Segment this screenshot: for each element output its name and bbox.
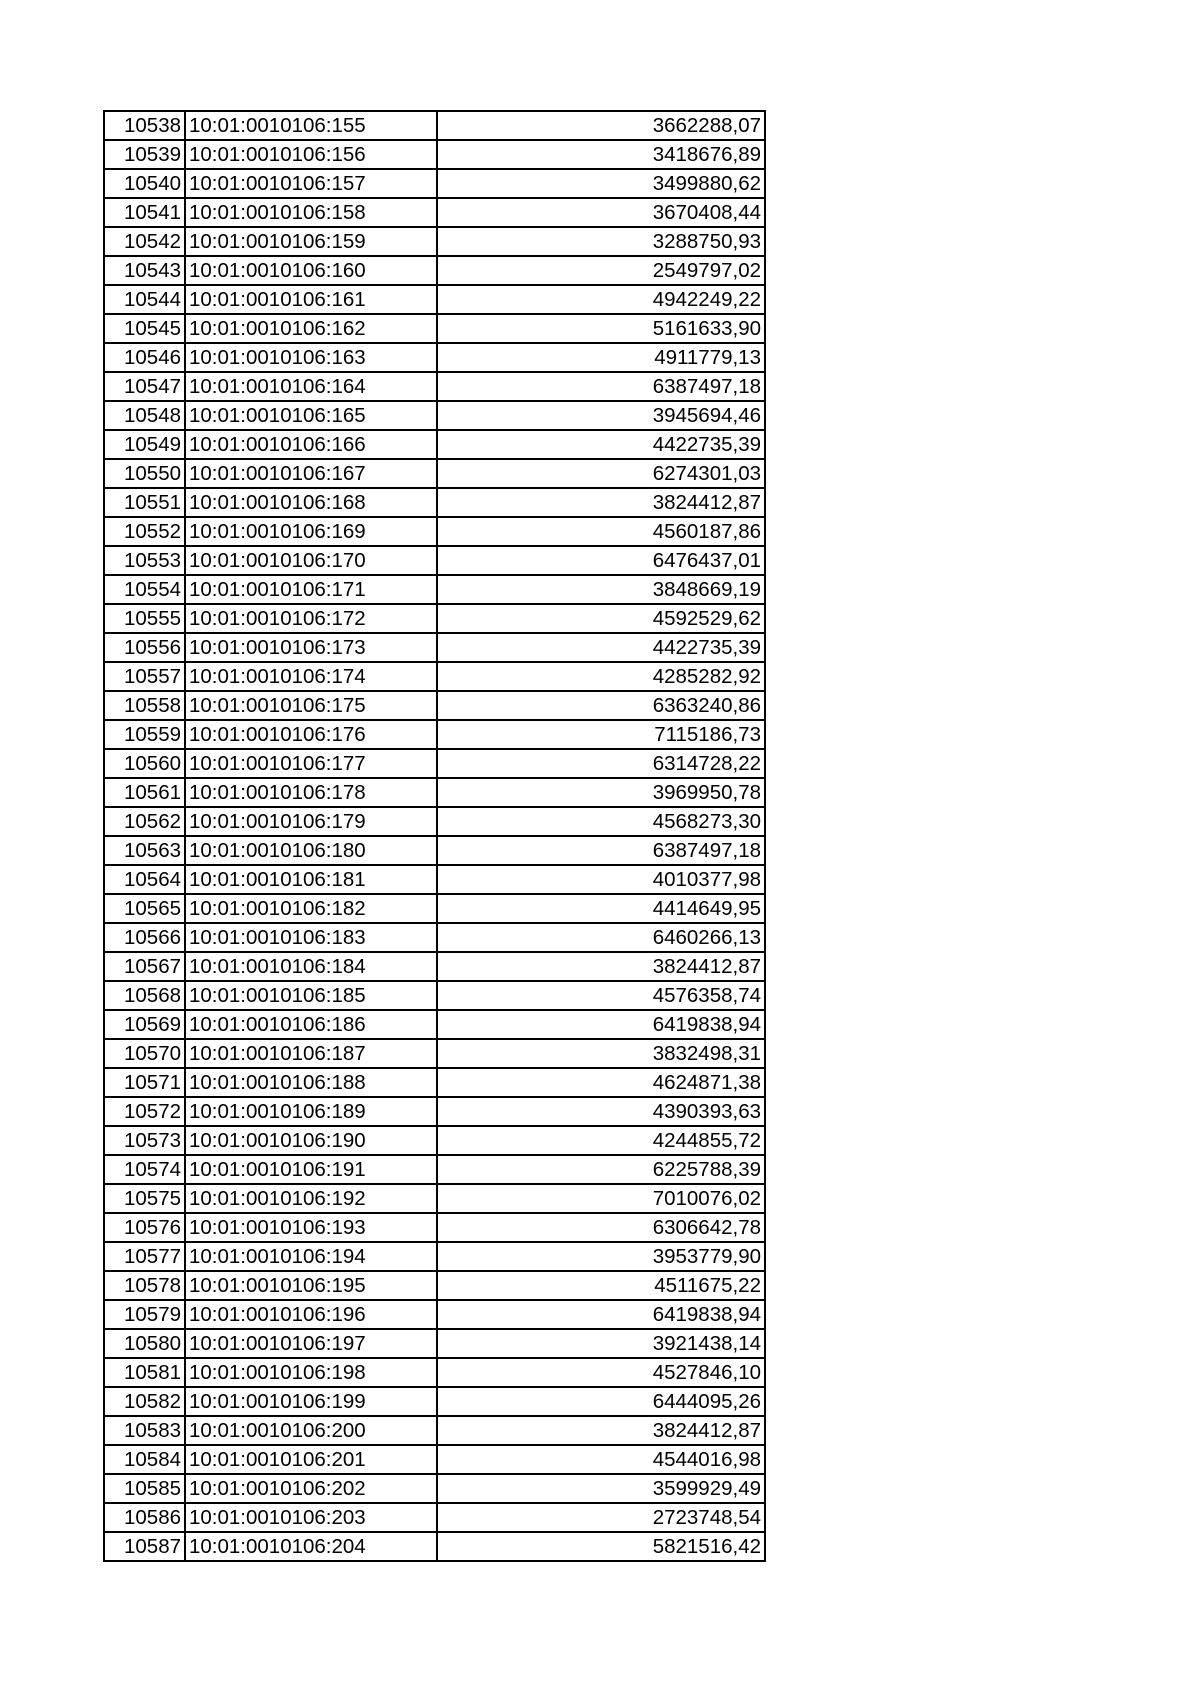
table-row — [104, 1126, 765, 1155]
cadastral-number-cell: 10:01:0010106:155 — [185, 111, 437, 140]
cadastral-value-cell: 3945694,46 — [437, 401, 765, 430]
row-number-cell: 10555 — [104, 604, 185, 633]
table-row — [104, 1242, 765, 1271]
table-row — [104, 401, 765, 430]
cadastral-number-cell: 10:01:0010106:166 — [185, 430, 437, 459]
table-row — [104, 1039, 765, 1068]
cadastral-value-cell: 6314728,22 — [437, 749, 765, 778]
row-number-cell: 10577 — [104, 1242, 185, 1271]
cadastral-number-cell: 10:01:0010106:162 — [185, 314, 437, 343]
cadastral-value-cell: 6387497,18 — [437, 372, 765, 401]
row-number-cell: 10584 — [104, 1445, 185, 1474]
row-number-cell: 10550 — [104, 459, 185, 488]
cadastral-value-cell: 4390393,63 — [437, 1097, 765, 1126]
table-body — [104, 111, 765, 1561]
table-row — [104, 546, 765, 575]
cadastral-value-cell: 4560187,86 — [437, 517, 765, 546]
row-number-cell: 10583 — [104, 1416, 185, 1445]
cadastral-number-cell: 10:01:0010106:177 — [185, 749, 437, 778]
row-number-cell: 10545 — [104, 314, 185, 343]
cadastral-number-cell: 10:01:0010106:186 — [185, 1010, 437, 1039]
table-row — [104, 1532, 765, 1561]
table-row — [104, 604, 765, 633]
table-row — [104, 140, 765, 169]
cadastral-number-cell: 10:01:0010106:161 — [185, 285, 437, 314]
table-row — [104, 227, 765, 256]
cadastral-value-cell: 6476437,01 — [437, 546, 765, 575]
table-row — [104, 256, 765, 285]
cadastral-value-cell: 6419838,94 — [437, 1300, 765, 1329]
table-row — [104, 749, 765, 778]
cadastral-value-cell: 6274301,03 — [437, 459, 765, 488]
table-row — [104, 1300, 765, 1329]
row-number-cell: 10562 — [104, 807, 185, 836]
cadastral-number-cell: 10:01:0010106:170 — [185, 546, 437, 575]
row-number-cell: 10586 — [104, 1503, 185, 1532]
table-row — [104, 807, 765, 836]
table-row — [104, 1097, 765, 1126]
table-row — [104, 198, 765, 227]
cadastral-number-cell: 10:01:0010106:165 — [185, 401, 437, 430]
cadastral-number-cell: 10:01:0010106:184 — [185, 952, 437, 981]
row-number-cell: 10563 — [104, 836, 185, 865]
cadastral-number-cell: 10:01:0010106:197 — [185, 1329, 437, 1358]
cadastral-number-cell: 10:01:0010106:199 — [185, 1387, 437, 1416]
cadastral-value-table — [103, 110, 766, 1562]
table-row — [104, 488, 765, 517]
table-row — [104, 1329, 765, 1358]
cadastral-number-cell: 10:01:0010106:193 — [185, 1213, 437, 1242]
row-number-cell: 10585 — [104, 1474, 185, 1503]
cadastral-value-cell: 6419838,94 — [437, 1010, 765, 1039]
table-row — [104, 169, 765, 198]
cadastral-number-cell: 10:01:0010106:202 — [185, 1474, 437, 1503]
cadastral-value-cell: 5161633,90 — [437, 314, 765, 343]
row-number-cell: 10547 — [104, 372, 185, 401]
row-number-cell: 10572 — [104, 1097, 185, 1126]
row-number-cell: 10540 — [104, 169, 185, 198]
row-number-cell: 10543 — [104, 256, 185, 285]
cadastral-value-cell: 5821516,42 — [437, 1532, 765, 1561]
row-number-cell: 10546 — [104, 343, 185, 372]
cadastral-number-cell: 10:01:0010106:181 — [185, 865, 437, 894]
table-row — [104, 1445, 765, 1474]
row-number-cell: 10552 — [104, 517, 185, 546]
cadastral-number-cell: 10:01:0010106:190 — [185, 1126, 437, 1155]
cadastral-number-cell: 10:01:0010106:201 — [185, 1445, 437, 1474]
cadastral-number-cell: 10:01:0010106:173 — [185, 633, 437, 662]
table-row — [104, 865, 765, 894]
row-number-cell: 10567 — [104, 952, 185, 981]
table-row — [104, 459, 765, 488]
cadastral-value-cell: 3824412,87 — [437, 488, 765, 517]
table-row — [104, 633, 765, 662]
cadastral-number-cell: 10:01:0010106:187 — [185, 1039, 437, 1068]
cadastral-number-cell: 10:01:0010106:160 — [185, 256, 437, 285]
table-row — [104, 1068, 765, 1097]
row-number-cell: 10569 — [104, 1010, 185, 1039]
row-number-cell: 10579 — [104, 1300, 185, 1329]
cadastral-number-cell: 10:01:0010106:180 — [185, 836, 437, 865]
row-number-cell: 10541 — [104, 198, 185, 227]
cadastral-number-cell: 10:01:0010106:198 — [185, 1358, 437, 1387]
cadastral-number-cell: 10:01:0010106:169 — [185, 517, 437, 546]
cadastral-value-cell: 3969950,78 — [437, 778, 765, 807]
cadastral-value-cell: 3670408,44 — [437, 198, 765, 227]
table-row — [104, 1503, 765, 1532]
cadastral-number-cell: 10:01:0010106:188 — [185, 1068, 437, 1097]
cadastral-value-cell: 4527846,10 — [437, 1358, 765, 1387]
row-number-cell: 10549 — [104, 430, 185, 459]
cadastral-value-cell: 4592529,62 — [437, 604, 765, 633]
cadastral-number-cell: 10:01:0010106:171 — [185, 575, 437, 604]
table-row — [104, 923, 765, 952]
row-number-cell: 10571 — [104, 1068, 185, 1097]
cadastral-number-cell: 10:01:0010106:200 — [185, 1416, 437, 1445]
row-number-cell: 10544 — [104, 285, 185, 314]
cadastral-number-cell: 10:01:0010106:158 — [185, 198, 437, 227]
cadastral-number-cell: 10:01:0010106:163 — [185, 343, 437, 372]
cadastral-number-cell: 10:01:0010106:168 — [185, 488, 437, 517]
table-row — [104, 952, 765, 981]
cadastral-value-cell: 3824412,87 — [437, 1416, 765, 1445]
row-number-cell: 10538 — [104, 111, 185, 140]
table-row — [104, 575, 765, 604]
row-number-cell: 10575 — [104, 1184, 185, 1213]
cadastral-number-cell: 10:01:0010106:185 — [185, 981, 437, 1010]
cadastral-value-cell: 4511675,22 — [437, 1271, 765, 1300]
row-number-cell: 10573 — [104, 1126, 185, 1155]
cadastral-number-cell: 10:01:0010106:189 — [185, 1097, 437, 1126]
cadastral-number-cell: 10:01:0010106:172 — [185, 604, 437, 633]
table-row — [104, 372, 765, 401]
cadastral-number-cell: 10:01:0010106:159 — [185, 227, 437, 256]
cadastral-number-cell: 10:01:0010106:156 — [185, 140, 437, 169]
row-number-cell: 10551 — [104, 488, 185, 517]
row-number-cell: 10554 — [104, 575, 185, 604]
table-row — [104, 720, 765, 749]
cadastral-value-cell: 4942249,22 — [437, 285, 765, 314]
cadastral-value-cell: 7010076,02 — [437, 1184, 765, 1213]
row-number-cell: 10558 — [104, 691, 185, 720]
cadastral-number-cell: 10:01:0010106:164 — [185, 372, 437, 401]
table-row — [104, 430, 765, 459]
table-row — [104, 1416, 765, 1445]
table-row — [104, 981, 765, 1010]
cadastral-value-cell: 3848669,19 — [437, 575, 765, 604]
table-row — [104, 691, 765, 720]
cadastral-value-cell: 4911779,13 — [437, 343, 765, 372]
cadastral-number-cell: 10:01:0010106:195 — [185, 1271, 437, 1300]
row-number-cell: 10564 — [104, 865, 185, 894]
table-row — [104, 1387, 765, 1416]
row-number-cell: 10574 — [104, 1155, 185, 1184]
row-number-cell: 10553 — [104, 546, 185, 575]
cadastral-value-cell: 4422735,39 — [437, 430, 765, 459]
cadastral-number-cell: 10:01:0010106:192 — [185, 1184, 437, 1213]
row-number-cell: 10580 — [104, 1329, 185, 1358]
cadastral-number-cell: 10:01:0010106:167 — [185, 459, 437, 488]
table-row — [104, 1213, 765, 1242]
table-row — [104, 1474, 765, 1503]
table-row — [104, 285, 765, 314]
cadastral-value-cell: 2723748,54 — [437, 1503, 765, 1532]
cadastral-number-cell: 10:01:0010106:183 — [185, 923, 437, 952]
row-number-cell: 10576 — [104, 1213, 185, 1242]
row-number-cell: 10570 — [104, 1039, 185, 1068]
cadastral-value-cell: 3418676,89 — [437, 140, 765, 169]
cadastral-number-cell: 10:01:0010106:179 — [185, 807, 437, 836]
row-number-cell: 10566 — [104, 923, 185, 952]
table-row — [104, 1184, 765, 1213]
cadastral-value-cell: 7115186,73 — [437, 720, 765, 749]
table-row — [104, 1010, 765, 1039]
table-row — [104, 778, 765, 807]
cadastral-value-cell: 4010377,98 — [437, 865, 765, 894]
cadastral-value-cell: 3599929,49 — [437, 1474, 765, 1503]
cadastral-number-cell: 10:01:0010106:191 — [185, 1155, 437, 1184]
row-number-cell: 10587 — [104, 1532, 185, 1561]
table-row — [104, 1155, 765, 1184]
table-row — [104, 836, 765, 865]
table-row — [104, 662, 765, 691]
row-number-cell: 10565 — [104, 894, 185, 923]
cadastral-number-cell: 10:01:0010106:174 — [185, 662, 437, 691]
cadastral-value-cell: 6387497,18 — [437, 836, 765, 865]
cadastral-number-cell: 10:01:0010106:175 — [185, 691, 437, 720]
cadastral-value-cell: 3288750,93 — [437, 227, 765, 256]
table-row — [104, 894, 765, 923]
cadastral-value-cell: 3824412,87 — [437, 952, 765, 981]
cadastral-number-cell: 10:01:0010106:194 — [185, 1242, 437, 1271]
cadastral-value-cell: 6225788,39 — [437, 1155, 765, 1184]
row-number-cell: 10560 — [104, 749, 185, 778]
cadastral-number-cell: 10:01:0010106:176 — [185, 720, 437, 749]
table-row — [104, 343, 765, 372]
row-number-cell: 10568 — [104, 981, 185, 1010]
cadastral-number-cell: 10:01:0010106:203 — [185, 1503, 437, 1532]
table-row — [104, 1271, 765, 1300]
cadastral-number-cell: 10:01:0010106:178 — [185, 778, 437, 807]
table-row — [104, 1358, 765, 1387]
cadastral-value-cell: 3499880,62 — [437, 169, 765, 198]
table-row — [104, 314, 765, 343]
cadastral-value-cell: 6460266,13 — [437, 923, 765, 952]
cadastral-number-cell: 10:01:0010106:182 — [185, 894, 437, 923]
row-number-cell: 10539 — [104, 140, 185, 169]
row-number-cell: 10542 — [104, 227, 185, 256]
cadastral-value-cell: 4624871,38 — [437, 1068, 765, 1097]
cadastral-number-cell: 10:01:0010106:157 — [185, 169, 437, 198]
cadastral-number-cell: 10:01:0010106:196 — [185, 1300, 437, 1329]
cadastral-value-cell: 6363240,86 — [437, 691, 765, 720]
row-number-cell: 10582 — [104, 1387, 185, 1416]
cadastral-value-cell: 3832498,31 — [437, 1039, 765, 1068]
cadastral-value-cell: 4544016,98 — [437, 1445, 765, 1474]
cadastral-value-cell: 3953779,90 — [437, 1242, 765, 1271]
row-number-cell: 10559 — [104, 720, 185, 749]
row-number-cell: 10581 — [104, 1358, 185, 1387]
cadastral-value-cell: 6444095,26 — [437, 1387, 765, 1416]
row-number-cell: 10548 — [104, 401, 185, 430]
table-row — [104, 111, 765, 140]
cadastral-value-cell: 6306642,78 — [437, 1213, 765, 1242]
cadastral-number-cell: 10:01:0010106:204 — [185, 1532, 437, 1561]
cadastral-value-cell: 3662288,07 — [437, 111, 765, 140]
row-number-cell: 10561 — [104, 778, 185, 807]
cadastral-value-cell: 2549797,02 — [437, 256, 765, 285]
cadastral-value-cell: 4285282,92 — [437, 662, 765, 691]
cadastral-value-cell: 4576358,74 — [437, 981, 765, 1010]
cadastral-value-cell: 4414649,95 — [437, 894, 765, 923]
cadastral-value-cell: 4244855,72 — [437, 1126, 765, 1155]
row-number-cell: 10557 — [104, 662, 185, 691]
cadastral-value-cell: 4568273,30 — [437, 807, 765, 836]
cadastral-value-cell: 3921438,14 — [437, 1329, 765, 1358]
row-number-cell: 10556 — [104, 633, 185, 662]
cadastral-value-cell: 4422735,39 — [437, 633, 765, 662]
table-row — [104, 517, 765, 546]
row-number-cell: 10578 — [104, 1271, 185, 1300]
